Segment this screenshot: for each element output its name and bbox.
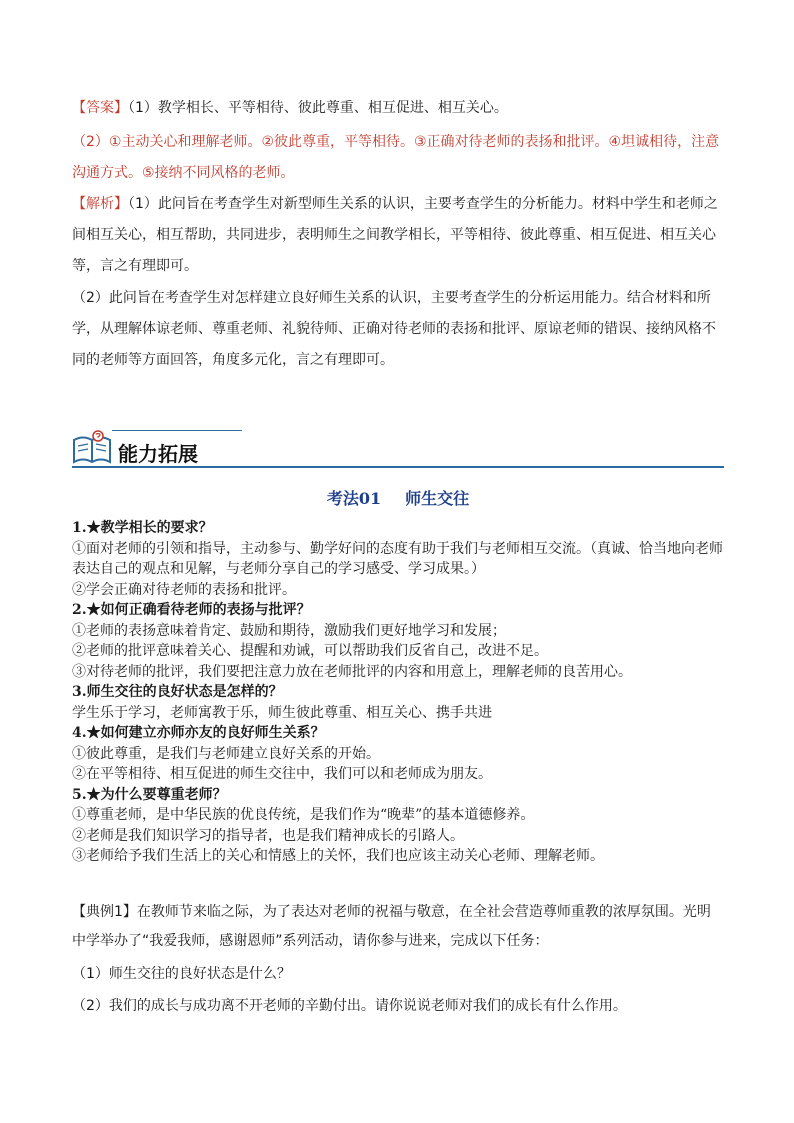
open-book-icon [72, 430, 112, 466]
example-tag: 【典例1】 [72, 904, 137, 920]
example-text: 在教师节来临之际，为了表达对老师的祝福与敬意，在全社会营造尊师重教的浓厚氛围。光明中学举办了“我爱我师，感谢恩师”系列活动，请你参与进来，完成以下任务： [72, 904, 711, 949]
kp-item-5 [72, 785, 724, 867]
example-question-2: （2）我们的成长与成功离不开老师的辛勤付出。请你说说老师对我们的成长有什么作用。 [72, 998, 627, 1014]
kp-line: ③对待老师的批评，我们要把注意力放在老师批评的内容和用意上，理解老师的良苦用心。 [72, 663, 632, 680]
answer-part1 [72, 93, 724, 124]
kp-item-2 [72, 600, 724, 682]
kp-line: ③老师给予我们生活上的关心和情感上的关怀，我们也应该主动关心老师、理解老师。 [72, 848, 604, 864]
section-top-line [112, 430, 242, 431]
kp-question: 1.★教学相长的要求？ [72, 520, 213, 536]
kp-line: ①彼此尊重，是我们与老师建立良好关系的开始。 [72, 745, 380, 762]
kp-question: 5.★为什么要尊重老师？ [72, 786, 227, 803]
topic-name: 师生交往 [405, 489, 470, 508]
knowledge-list [72, 518, 724, 867]
kp-question: 4.★如何建立亦师亦友的良好师生关系？ [72, 725, 325, 741]
analysis-part1 [72, 189, 724, 282]
kp-item-1 [72, 518, 724, 600]
topic-title [72, 486, 724, 509]
topic-label: 考法01 [326, 489, 382, 508]
answer-tag: 【答案】 [72, 100, 128, 116]
kp-line: ①尊重老师，是中华民族的优良传统，是我们作为“晚辈”的基本道德修养。 [72, 807, 535, 823]
kp-line: 学生乐于学习，老师寓教于乐，师生彼此尊重、相互关心、携手共进 [72, 704, 492, 721]
analysis-part2: （2）此问旨在考查学生对怎样建立良好师生关系的认识，主要考查学生的分析运用能力。结合材料和所学，从理解体谅老师、尊重老师、礼貌待师、正确对待老师的表扬和批评、原谅老师的错误、接纳风格不同的老师等方面回答，角度多元化，言之有理即可。 [72, 290, 716, 368]
analysis-tag: 【解析】 [72, 196, 128, 212]
kp-line: ①老师的表扬意味着肯定、鼓励和期待，激励我们更好地学习和发展； [72, 622, 506, 639]
kp-question: 2.★如何正确看待老师的表扬与批评？ [72, 602, 311, 618]
answer-part2: （2）①主动关心和理解老师。②彼此尊重，平等相待。③正确对待老师的表扬和批评。④坦诚相待，注意沟通方式。⑤接纳不同风格的老师。 [72, 134, 720, 181]
section-header [72, 424, 724, 468]
kp-line: ②在平等相待、相互促进的师生交往中，我们可以和老师成为朋友。 [72, 766, 492, 782]
section-divider [72, 466, 724, 468]
example-question-1: （1）师生交往的良好状态是什么？ [72, 966, 291, 982]
kp-line: ①面对老师的引领和指导，主动参与、勤学好问的态度有助于我们与老师相互交流。（真诚、恰当地向老师表达自己的观点和见解，与老师分享自己的学习感受、学习成果。） [72, 540, 723, 577]
analysis-text-1: （1）此问旨在考查学生对新型师生关系的认识，主要考查学生的分析能力。材料中学生和老师之间相互关心，相互帮助，共同进步，表明师生之间教学相长，平等相待、彼此尊重、相互促进、相互关心等，言之有理即可。 [72, 196, 718, 274]
kp-line: ②老师的批评意味着关心、提醒和劝诫，可以帮助我们反省自己，改进不足。 [72, 643, 548, 659]
section-title: 能力拓展 [118, 442, 198, 466]
kp-item-4 [72, 723, 724, 785]
kp-question: 3.师生交往的良好状态是怎样的？ [72, 684, 283, 700]
answer-text-1: （1）教学相长、平等相待、彼此尊重、相互促进、相互关心。 [128, 100, 508, 116]
example-intro [72, 898, 724, 956]
kp-line: ②老师是我们知识学习的指导者，也是我们精神成长的引路人。 [72, 827, 464, 844]
kp-item-3 [72, 682, 724, 723]
kp-line: ②学会正确对待老师的表扬和批评。 [72, 581, 296, 598]
